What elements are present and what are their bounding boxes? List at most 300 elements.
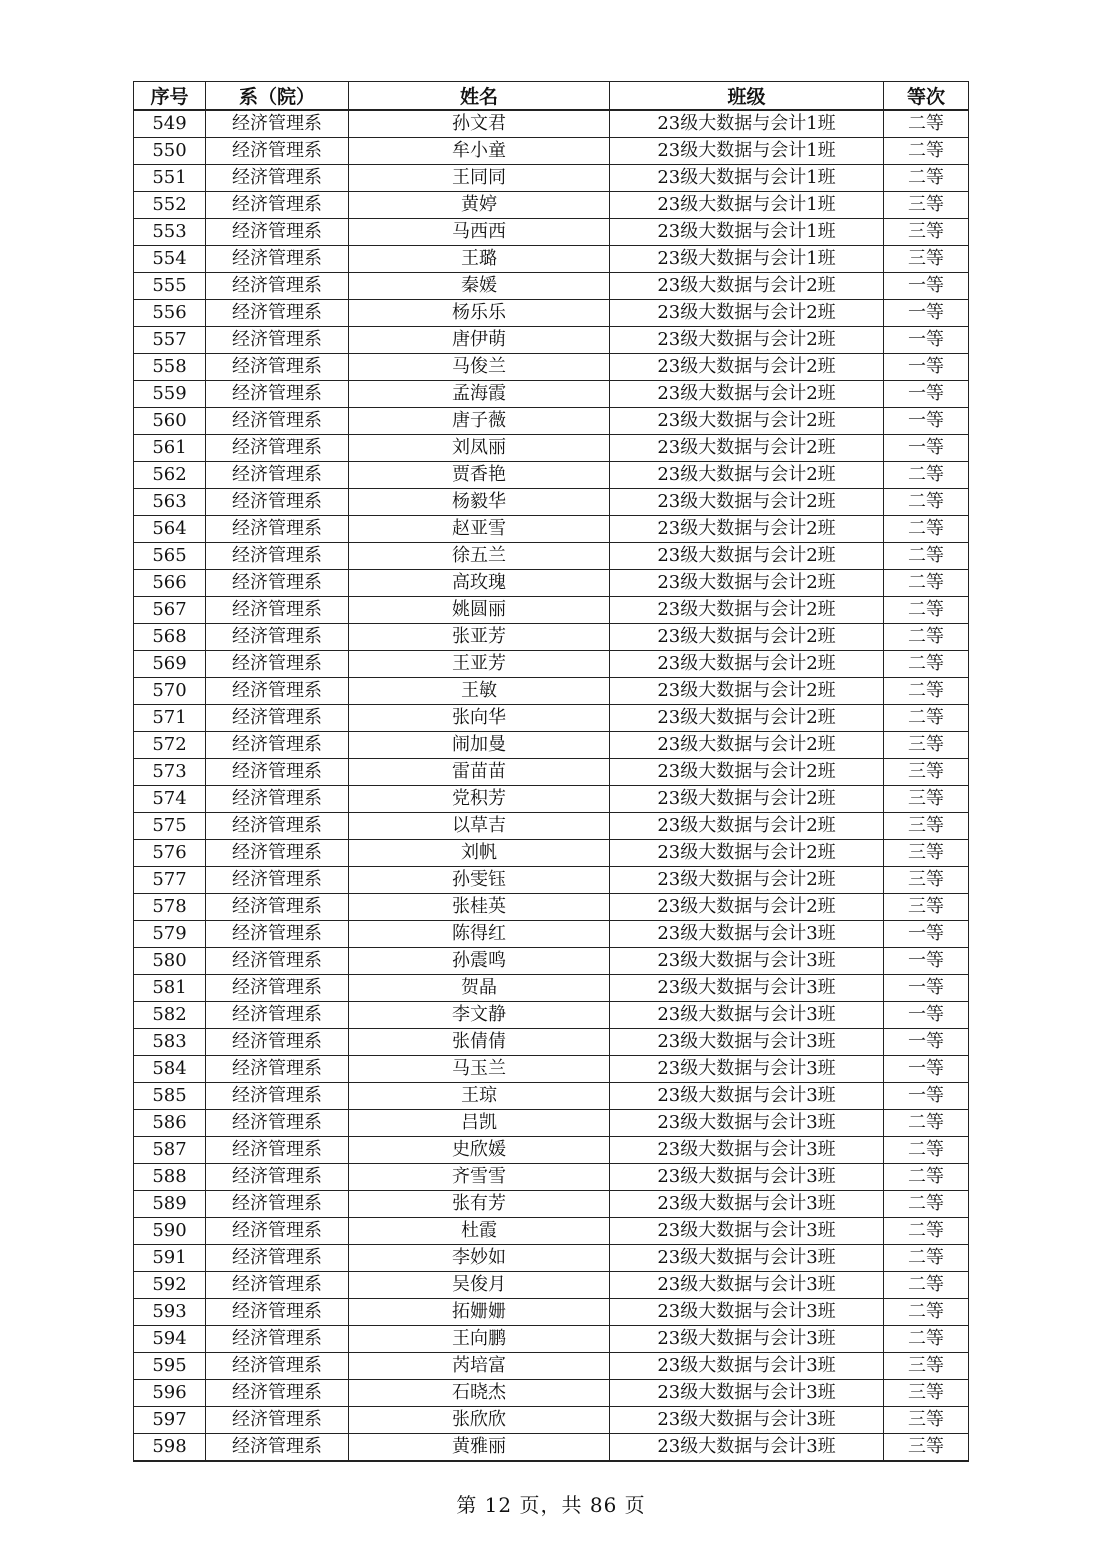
- cell-class: 23级大数据与会计2班: [610, 408, 884, 435]
- cell-grade: 一等: [884, 381, 969, 408]
- table-row: [134, 624, 969, 651]
- table-row: [134, 273, 969, 300]
- cell-class: 23级大数据与会计1班: [610, 219, 884, 246]
- cell-department: 经济管理系: [206, 354, 349, 381]
- cell-name: 雷苗苗: [349, 759, 610, 786]
- table-row: [134, 975, 969, 1002]
- cell-class: 23级大数据与会计3班: [610, 948, 884, 975]
- page-number: 第 12 页，共 86 页: [456, 1493, 646, 1517]
- cell-name: 李文静: [349, 1002, 610, 1029]
- cell-index: 556: [134, 300, 206, 327]
- cell-grade: 二等: [884, 678, 969, 705]
- table-row: [134, 246, 969, 273]
- cell-name: 刘凤丽: [349, 435, 610, 462]
- cell-department: 经济管理系: [206, 246, 349, 273]
- cell-class: 23级大数据与会计3班: [610, 975, 884, 1002]
- cell-index: 597: [134, 1407, 206, 1434]
- table-row: [134, 381, 969, 408]
- cell-department: 经济管理系: [206, 1164, 349, 1191]
- cell-name: 史欣媛: [349, 1137, 610, 1164]
- cell-grade: 二等: [884, 624, 969, 651]
- cell-name: 党积芳: [349, 786, 610, 813]
- cell-class: 23级大数据与会计2班: [610, 381, 884, 408]
- cell-department: 经济管理系: [206, 1434, 349, 1462]
- table-row: [134, 354, 969, 381]
- cell-department: 经济管理系: [206, 570, 349, 597]
- cell-index: 564: [134, 516, 206, 543]
- cell-department: 经济管理系: [206, 813, 349, 840]
- cell-department: 经济管理系: [206, 705, 349, 732]
- table-row: [134, 1326, 969, 1353]
- table-row: [134, 110, 969, 138]
- cell-name: 牟小童: [349, 138, 610, 165]
- cell-index: 551: [134, 165, 206, 192]
- cell-grade: 二等: [884, 1326, 969, 1353]
- cell-class: 23级大数据与会计2班: [610, 327, 884, 354]
- cell-name: 以草吉: [349, 813, 610, 840]
- cell-class: 23级大数据与会计3班: [610, 1137, 884, 1164]
- table-row: [134, 1191, 969, 1218]
- cell-grade: 二等: [884, 1245, 969, 1272]
- cell-grade: 三等: [884, 813, 969, 840]
- cell-class: 23级大数据与会计1班: [610, 110, 884, 138]
- table-row: [134, 192, 969, 219]
- cell-department: 经济管理系: [206, 1056, 349, 1083]
- cell-department: 经济管理系: [206, 1407, 349, 1434]
- cell-index: 577: [134, 867, 206, 894]
- cell-name: 唐伊萌: [349, 327, 610, 354]
- cell-department: 经济管理系: [206, 597, 349, 624]
- cell-name: 杨毅华: [349, 489, 610, 516]
- cell-class: 23级大数据与会计2班: [610, 678, 884, 705]
- cell-name: 张倩倩: [349, 1029, 610, 1056]
- cell-index: 566: [134, 570, 206, 597]
- table-row: [134, 1056, 969, 1083]
- cell-grade: 一等: [884, 1056, 969, 1083]
- cell-index: 593: [134, 1299, 206, 1326]
- cell-name: 黄雅丽: [349, 1434, 610, 1462]
- cell-grade: 二等: [884, 1218, 969, 1245]
- table-row: [134, 300, 969, 327]
- table-row: [134, 489, 969, 516]
- cell-index: 591: [134, 1245, 206, 1272]
- cell-department: 经济管理系: [206, 1002, 349, 1029]
- cell-grade: 一等: [884, 327, 969, 354]
- cell-class: 23级大数据与会计2班: [610, 786, 884, 813]
- cell-name: 张有芳: [349, 1191, 610, 1218]
- cell-grade: 二等: [884, 1191, 969, 1218]
- cell-grade: 三等: [884, 894, 969, 921]
- table-row: [134, 408, 969, 435]
- table-row: [134, 759, 969, 786]
- table-row: [134, 1218, 969, 1245]
- cell-index: 568: [134, 624, 206, 651]
- cell-class: 23级大数据与会计3班: [610, 921, 884, 948]
- cell-name: 陈得红: [349, 921, 610, 948]
- table-header: [134, 82, 969, 111]
- cell-grade: 一等: [884, 273, 969, 300]
- cell-department: 经济管理系: [206, 489, 349, 516]
- cell-grade: 三等: [884, 867, 969, 894]
- table-row: [134, 1245, 969, 1272]
- cell-department: 经济管理系: [206, 1083, 349, 1110]
- table-row: [134, 732, 969, 759]
- table-row: [134, 435, 969, 462]
- cell-class: 23级大数据与会计3班: [610, 1434, 884, 1462]
- cell-department: 经济管理系: [206, 948, 349, 975]
- cell-grade: 二等: [884, 1137, 969, 1164]
- cell-class: 23级大数据与会计2班: [610, 651, 884, 678]
- cell-name: 张桂英: [349, 894, 610, 921]
- cell-grade: 二等: [884, 110, 969, 138]
- cell-department: 经济管理系: [206, 1218, 349, 1245]
- cell-department: 经济管理系: [206, 381, 349, 408]
- cell-department: 经济管理系: [206, 110, 349, 138]
- cell-name: 王琼: [349, 1083, 610, 1110]
- cell-department: 经济管理系: [206, 516, 349, 543]
- cell-name: 吕凯: [349, 1110, 610, 1137]
- cell-name: 刘帆: [349, 840, 610, 867]
- cell-department: 经济管理系: [206, 543, 349, 570]
- cell-class: 23级大数据与会计3班: [610, 1029, 884, 1056]
- cell-name: 石晓杰: [349, 1380, 610, 1407]
- cell-class: 23级大数据与会计2班: [610, 570, 884, 597]
- cell-department: 经济管理系: [206, 867, 349, 894]
- cell-class: 23级大数据与会计2班: [610, 489, 884, 516]
- cell-name: 唐子薇: [349, 408, 610, 435]
- cell-index: 581: [134, 975, 206, 1002]
- cell-class: 23级大数据与会计3班: [610, 1164, 884, 1191]
- cell-grade: 三等: [884, 1353, 969, 1380]
- cell-index: 596: [134, 1380, 206, 1407]
- cell-name: 孙雯钰: [349, 867, 610, 894]
- table-row: [134, 1083, 969, 1110]
- header-grade: 等次: [884, 82, 969, 111]
- cell-class: 23级大数据与会计3班: [610, 1083, 884, 1110]
- cell-grade: 二等: [884, 165, 969, 192]
- cell-grade: 三等: [884, 192, 969, 219]
- cell-class: 23级大数据与会计3班: [610, 1002, 884, 1029]
- cell-class: 23级大数据与会计2班: [610, 516, 884, 543]
- cell-grade: 二等: [884, 138, 969, 165]
- cell-class: 23级大数据与会计2班: [610, 300, 884, 327]
- cell-grade: 三等: [884, 1380, 969, 1407]
- cell-class: 23级大数据与会计1班: [610, 165, 884, 192]
- cell-class: 23级大数据与会计2班: [610, 840, 884, 867]
- cell-department: 经济管理系: [206, 1029, 349, 1056]
- cell-name: 拓姗姗: [349, 1299, 610, 1326]
- cell-class: 23级大数据与会计2班: [610, 435, 884, 462]
- cell-index: 563: [134, 489, 206, 516]
- cell-department: 经济管理系: [206, 462, 349, 489]
- cell-grade: 三等: [884, 840, 969, 867]
- cell-name: 黄婷: [349, 192, 610, 219]
- cell-class: 23级大数据与会计2班: [610, 732, 884, 759]
- cell-grade: 二等: [884, 1164, 969, 1191]
- cell-department: 经济管理系: [206, 1191, 349, 1218]
- cell-grade: 二等: [884, 597, 969, 624]
- cell-name: 马西西: [349, 219, 610, 246]
- table-row: [134, 138, 969, 165]
- cell-department: 经济管理系: [206, 678, 349, 705]
- table-row: [134, 543, 969, 570]
- cell-index: 561: [134, 435, 206, 462]
- cell-grade: 一等: [884, 1029, 969, 1056]
- cell-index: 580: [134, 948, 206, 975]
- cell-index: 582: [134, 1002, 206, 1029]
- cell-index: 558: [134, 354, 206, 381]
- cell-index: 570: [134, 678, 206, 705]
- cell-grade: 二等: [884, 570, 969, 597]
- cell-name: 张向华: [349, 705, 610, 732]
- cell-class: 23级大数据与会计3班: [610, 1380, 884, 1407]
- cell-class: 23级大数据与会计2班: [610, 543, 884, 570]
- cell-index: 572: [134, 732, 206, 759]
- table-row: [134, 516, 969, 543]
- cell-grade: 二等: [884, 462, 969, 489]
- cell-name: 李妙如: [349, 1245, 610, 1272]
- cell-department: 经济管理系: [206, 1245, 349, 1272]
- cell-name: 贾香艳: [349, 462, 610, 489]
- cell-class: 23级大数据与会计2班: [610, 624, 884, 651]
- cell-class: 23级大数据与会计2班: [610, 354, 884, 381]
- cell-department: 经济管理系: [206, 165, 349, 192]
- cell-department: 经济管理系: [206, 300, 349, 327]
- cell-class: 23级大数据与会计2班: [610, 867, 884, 894]
- cell-name: 张亚芳: [349, 624, 610, 651]
- table-row: [134, 1299, 969, 1326]
- cell-name: 王亚芳: [349, 651, 610, 678]
- cell-class: 23级大数据与会计1班: [610, 138, 884, 165]
- cell-grade: 三等: [884, 1434, 969, 1462]
- cell-department: 经济管理系: [206, 408, 349, 435]
- cell-index: 549: [134, 110, 206, 138]
- cell-index: 555: [134, 273, 206, 300]
- table-row: [134, 948, 969, 975]
- cell-grade: 一等: [884, 435, 969, 462]
- cell-class: 23级大数据与会计3班: [610, 1218, 884, 1245]
- cell-department: 经济管理系: [206, 1299, 349, 1326]
- cell-department: 经济管理系: [206, 192, 349, 219]
- cell-index: 592: [134, 1272, 206, 1299]
- cell-name: 孙文君: [349, 110, 610, 138]
- cell-department: 经济管理系: [206, 786, 349, 813]
- award-list-table: [133, 81, 969, 1462]
- cell-department: 经济管理系: [206, 138, 349, 165]
- cell-class: 23级大数据与会计2班: [610, 705, 884, 732]
- cell-grade: 一等: [884, 408, 969, 435]
- cell-name: 闹加曼: [349, 732, 610, 759]
- cell-index: 578: [134, 894, 206, 921]
- cell-department: 经济管理系: [206, 1326, 349, 1353]
- cell-grade: 二等: [884, 1110, 969, 1137]
- cell-department: 经济管理系: [206, 1110, 349, 1137]
- table-row: [134, 327, 969, 354]
- cell-grade: 一等: [884, 921, 969, 948]
- table-row: [134, 1164, 969, 1191]
- cell-class: 23级大数据与会计2班: [610, 759, 884, 786]
- cell-index: 575: [134, 813, 206, 840]
- table-row: [134, 894, 969, 921]
- cell-department: 经济管理系: [206, 921, 349, 948]
- cell-class: 23级大数据与会计3班: [610, 1056, 884, 1083]
- cell-name: 马玉兰: [349, 1056, 610, 1083]
- cell-grade: 一等: [884, 1002, 969, 1029]
- cell-name: 杜霞: [349, 1218, 610, 1245]
- cell-index: 586: [134, 1110, 206, 1137]
- cell-grade: 二等: [884, 543, 969, 570]
- table-row: [134, 1137, 969, 1164]
- cell-index: 598: [134, 1434, 206, 1462]
- cell-name: 芮培富: [349, 1353, 610, 1380]
- table-row: [134, 597, 969, 624]
- cell-grade: 一等: [884, 1083, 969, 1110]
- cell-grade: 一等: [884, 354, 969, 381]
- cell-index: 562: [134, 462, 206, 489]
- cell-department: 经济管理系: [206, 273, 349, 300]
- cell-grade: 二等: [884, 705, 969, 732]
- cell-index: 550: [134, 138, 206, 165]
- cell-name: 杨乐乐: [349, 300, 610, 327]
- cell-grade: 二等: [884, 1272, 969, 1299]
- cell-index: 557: [134, 327, 206, 354]
- cell-index: 587: [134, 1137, 206, 1164]
- cell-grade: 三等: [884, 759, 969, 786]
- table-row: [134, 1407, 969, 1434]
- cell-name: 王敏: [349, 678, 610, 705]
- table-row: [134, 1029, 969, 1056]
- header-department: 系（院）: [206, 82, 349, 111]
- cell-class: 23级大数据与会计2班: [610, 597, 884, 624]
- cell-class: 23级大数据与会计1班: [610, 246, 884, 273]
- table-row: [134, 462, 969, 489]
- cell-name: 王璐: [349, 246, 610, 273]
- cell-index: 569: [134, 651, 206, 678]
- cell-grade: 三等: [884, 786, 969, 813]
- cell-class: 23级大数据与会计3班: [610, 1272, 884, 1299]
- cell-grade: 一等: [884, 300, 969, 327]
- table-row: [134, 219, 969, 246]
- table-row: [134, 651, 969, 678]
- cell-index: 553: [134, 219, 206, 246]
- cell-index: 588: [134, 1164, 206, 1191]
- cell-department: 经济管理系: [206, 327, 349, 354]
- table-row: [134, 570, 969, 597]
- cell-grade: 一等: [884, 948, 969, 975]
- cell-department: 经济管理系: [206, 975, 349, 1002]
- cell-name: 姚圆丽: [349, 597, 610, 624]
- cell-index: 595: [134, 1353, 206, 1380]
- table-row: [134, 1434, 969, 1462]
- cell-index: 590: [134, 1218, 206, 1245]
- table-row: [134, 813, 969, 840]
- cell-name: 吴俊月: [349, 1272, 610, 1299]
- table-body: [134, 110, 969, 1461]
- table-row: [134, 867, 969, 894]
- cell-grade: 三等: [884, 732, 969, 759]
- cell-department: 经济管理系: [206, 894, 349, 921]
- cell-class: 23级大数据与会计3班: [610, 1245, 884, 1272]
- table-row: [134, 840, 969, 867]
- cell-name: 高玫瑰: [349, 570, 610, 597]
- cell-name: 徐五兰: [349, 543, 610, 570]
- header-row: [134, 82, 969, 111]
- cell-class: 23级大数据与会计2班: [610, 894, 884, 921]
- cell-department: 经济管理系: [206, 732, 349, 759]
- cell-index: 554: [134, 246, 206, 273]
- cell-index: 589: [134, 1191, 206, 1218]
- cell-index: 567: [134, 597, 206, 624]
- cell-department: 经济管理系: [206, 651, 349, 678]
- cell-class: 23级大数据与会计3班: [610, 1191, 884, 1218]
- header-class: 班级: [610, 82, 884, 111]
- cell-index: 571: [134, 705, 206, 732]
- cell-name: 齐雪雪: [349, 1164, 610, 1191]
- table-row: [134, 1002, 969, 1029]
- cell-index: 565: [134, 543, 206, 570]
- cell-grade: 二等: [884, 516, 969, 543]
- cell-name: 秦媛: [349, 273, 610, 300]
- table-row: [134, 678, 969, 705]
- cell-index: 559: [134, 381, 206, 408]
- cell-index: 576: [134, 840, 206, 867]
- cell-name: 马俊兰: [349, 354, 610, 381]
- cell-class: 23级大数据与会计2班: [610, 462, 884, 489]
- cell-index: 573: [134, 759, 206, 786]
- cell-grade: 一等: [884, 975, 969, 1002]
- cell-index: 574: [134, 786, 206, 813]
- cell-index: 594: [134, 1326, 206, 1353]
- cell-department: 经济管理系: [206, 624, 349, 651]
- cell-name: 赵亚雪: [349, 516, 610, 543]
- table-row: [134, 1110, 969, 1137]
- cell-class: 23级大数据与会计2班: [610, 273, 884, 300]
- cell-grade: 二等: [884, 651, 969, 678]
- table-row: [134, 705, 969, 732]
- cell-class: 23级大数据与会计3班: [610, 1110, 884, 1137]
- table-row: [134, 786, 969, 813]
- cell-grade: 三等: [884, 1407, 969, 1434]
- cell-department: 经济管理系: [206, 219, 349, 246]
- cell-index: 560: [134, 408, 206, 435]
- cell-name: 张欣欣: [349, 1407, 610, 1434]
- cell-department: 经济管理系: [206, 1272, 349, 1299]
- cell-department: 经济管理系: [206, 840, 349, 867]
- cell-department: 经济管理系: [206, 1353, 349, 1380]
- cell-index: 585: [134, 1083, 206, 1110]
- cell-name: 王向鹏: [349, 1326, 610, 1353]
- cell-name: 孟海霞: [349, 381, 610, 408]
- table-row: [134, 1353, 969, 1380]
- header-index: 序号: [134, 82, 206, 111]
- cell-grade: 二等: [884, 489, 969, 516]
- cell-grade: 三等: [884, 246, 969, 273]
- cell-class: 23级大数据与会计1班: [610, 192, 884, 219]
- cell-name: 孙震鸣: [349, 948, 610, 975]
- cell-name: 王同同: [349, 165, 610, 192]
- cell-index: 583: [134, 1029, 206, 1056]
- cell-grade: 三等: [884, 219, 969, 246]
- cell-index: 552: [134, 192, 206, 219]
- cell-department: 经济管理系: [206, 435, 349, 462]
- cell-department: 经济管理系: [206, 759, 349, 786]
- cell-department: 经济管理系: [206, 1380, 349, 1407]
- table-row: [134, 1380, 969, 1407]
- cell-grade: 二等: [884, 1299, 969, 1326]
- cell-index: 584: [134, 1056, 206, 1083]
- cell-name: 贺晶: [349, 975, 610, 1002]
- cell-class: 23级大数据与会计3班: [610, 1326, 884, 1353]
